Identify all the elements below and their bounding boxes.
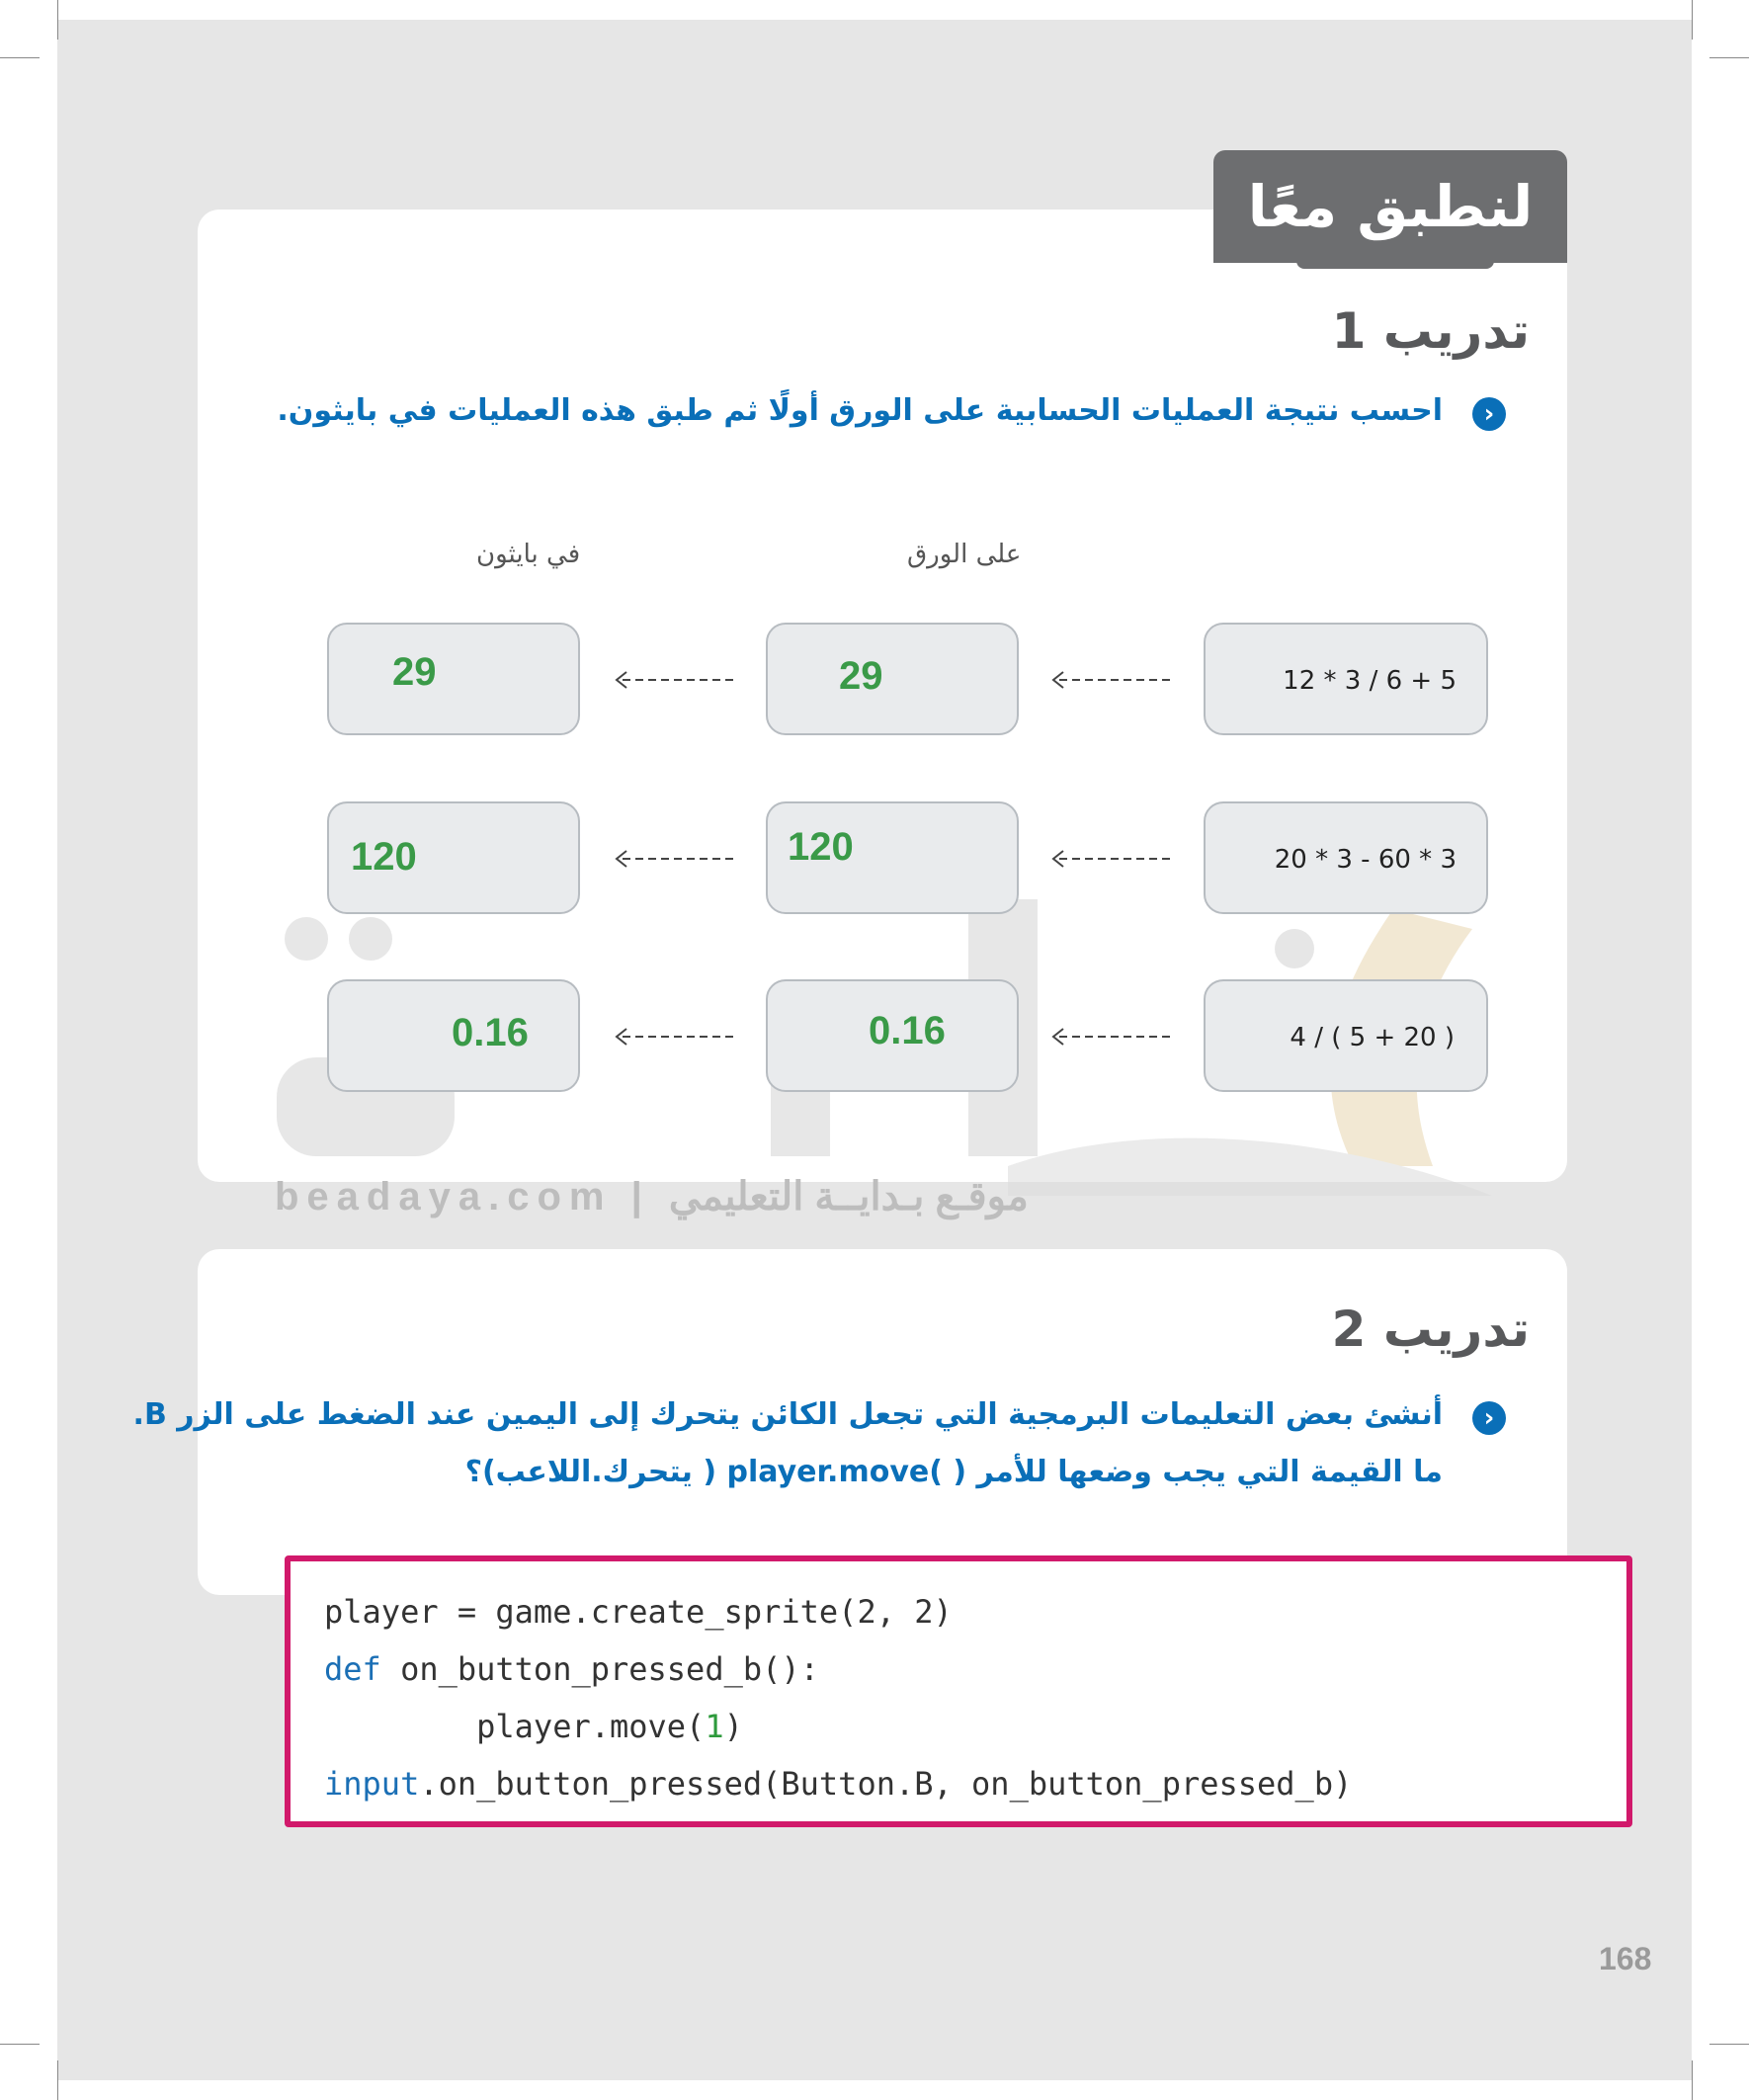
python-answer: 120	[351, 835, 417, 879]
code-text: player.move(	[324, 1708, 706, 1745]
expression-box	[1204, 623, 1488, 735]
expression-text: 12 * 3 / 6 + 5	[1283, 666, 1457, 696]
watermark-caption: beadaya.com | موقـع بـدايــة التعليمي	[275, 1175, 1029, 1218]
python-answer-box[interactable]	[327, 623, 580, 735]
page-number: 168	[1599, 1941, 1652, 1976]
python-answer-box[interactable]	[327, 801, 580, 914]
crop-mark	[1709, 57, 1749, 58]
python-answer: 0.16	[452, 1011, 529, 1054]
expression-box	[1204, 979, 1488, 1092]
paper-answer: 120	[788, 825, 854, 869]
column-header-python: في بايثون	[476, 540, 581, 569]
code-line-3	[324, 1708, 743, 1745]
exercise1-instruction: احسب نتيجة العمليات الحسابية على الورق أولًا ثم طبق هذه العمليات في بايثون.	[277, 393, 1443, 428]
exercise1-heading: تدريب 1	[1331, 302, 1530, 360]
code-text: on_button_pressed_b():	[380, 1650, 819, 1688]
code-snippet	[285, 1555, 1632, 1827]
arrow-left-icon	[613, 849, 735, 869]
arrow-left-icon	[613, 1027, 735, 1047]
crop-mark	[0, 2044, 40, 2045]
crop-mark	[1692, 0, 1693, 40]
paper-answer: 29	[839, 654, 883, 698]
python-answer: 29	[392, 650, 437, 694]
code-text: .on_button_pressed(Button.B, on_button_pressed_b)	[419, 1765, 1353, 1803]
column-header-paper: على الورق	[907, 540, 1022, 569]
section-tab-title: لنطبق معًا	[1213, 150, 1567, 263]
crop-mark	[0, 57, 40, 58]
paper-answer-box[interactable]	[766, 623, 1019, 735]
code-text: )	[723, 1708, 743, 1745]
arrow-left-icon	[1049, 849, 1172, 869]
exercise2-instruction-line1: أنشئ بعض التعليمات البرمجية التي تجعل الكائن يتحرك إلى اليمين عند الضغط على الزر B.	[132, 1397, 1443, 1432]
exercise2-heading: تدريب 2	[1331, 1301, 1530, 1358]
crop-mark	[1692, 2060, 1693, 2100]
arrow-left-icon	[613, 670, 735, 690]
paper-answer: 0.16	[869, 1009, 946, 1052]
python-answer-box[interactable]	[327, 979, 580, 1092]
crop-mark	[1709, 2044, 1749, 2045]
exercise2-instruction-line2: ما القيمة التي يجب وضعها للأمر ( )player.move ( يتحرك.اللاعب)؟	[464, 1455, 1443, 1489]
chevron-right-icon: ›	[1472, 397, 1506, 431]
arrow-left-icon	[1049, 1027, 1172, 1047]
code-number: 1	[705, 1708, 724, 1745]
crop-mark	[57, 0, 58, 40]
paper-answer-box[interactable]	[766, 979, 1019, 1092]
chevron-right-icon: ›	[1472, 1401, 1506, 1435]
paper-answer-box[interactable]	[766, 801, 1019, 914]
code-line-2	[324, 1650, 819, 1688]
code-keyword: input	[324, 1765, 420, 1803]
code-keyword: def	[324, 1650, 381, 1688]
code-line-1: player = game.create_sprite(2, 2)	[324, 1593, 953, 1631]
crop-mark	[57, 2060, 58, 2100]
expression-box	[1204, 801, 1488, 914]
expression-text: 4 / ( 5 + 20 )	[1290, 1023, 1455, 1052]
expression-text: 20 * 3 - 60 * 3	[1274, 845, 1457, 875]
arrow-left-icon	[1049, 670, 1172, 690]
code-line-4	[324, 1765, 1352, 1803]
